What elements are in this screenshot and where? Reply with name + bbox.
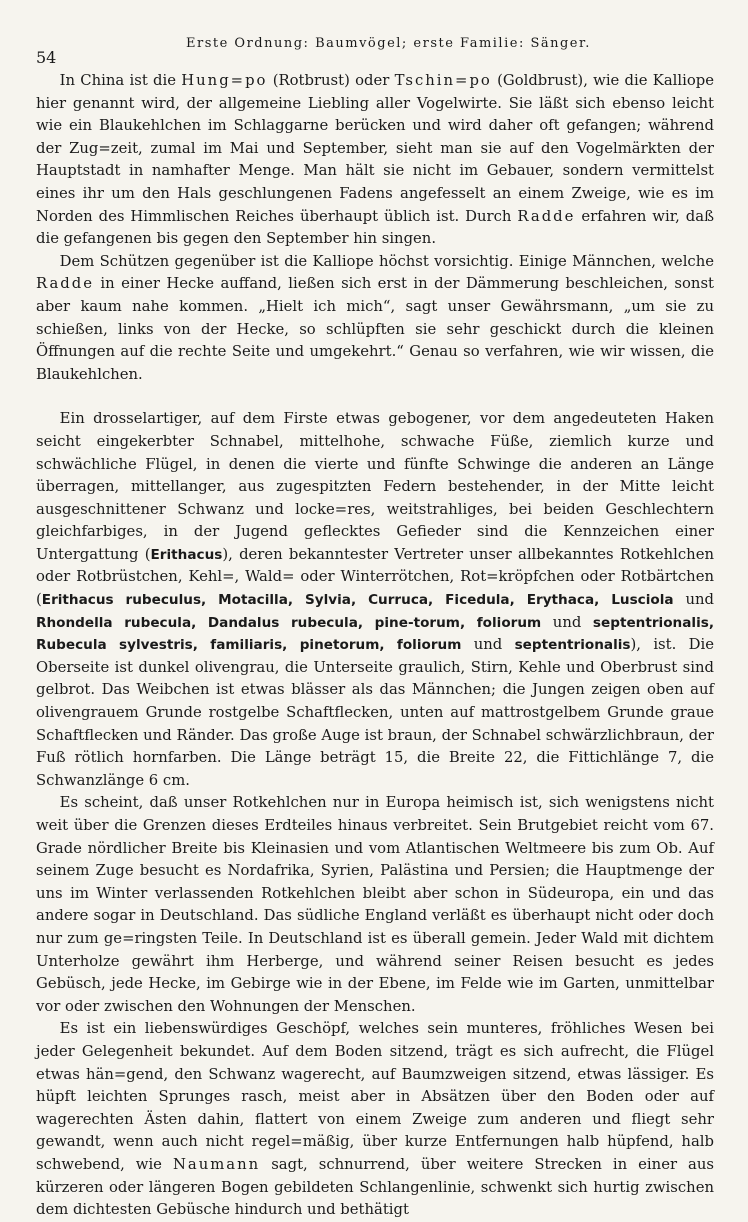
page-number: 54 <box>36 48 57 67</box>
text-run: Es scheint, daß unser Rotkehlchen nur in Europa heimisch ist, sich wenigstens nicht weit über die Grenzen dieses Erdteiles hinaus verbreitet. Sein Brutgebiet reicht vom 67. Grade nördlicher Breite bis Kleinasien und vom Atlantischen Weltmeere bis zum Ob. Auf seinem Zuge besucht es Nordafrika, Syrien, Palästina und Persien; die Hauptmenge der uns im Winter verlassenden Rotkehlchen bleibt aber schon in Südeuropa, ein und das andere sogar in Deutschland. Das südliche England verläßt es überhaupt nicht oder doch nur zum ge=ringsten Teile. In Deutschland ist es überall gemein. Jeder Wald mit dichtem Unterholze gewährt ihm Herberge, und während seiner Reisen besucht es jedes Gebüsch, jede Hecke, im Gebirge wie in der Ebene, im Felde wie im Garten, unmittelbar vor oder zwischen den Wohnungen der Menschen. <box>36 794 714 1015</box>
text-run: Ein drosselartiger, auf dem Firste etwas gebogener, vor dem angedeuteten Haken seicht eingekerbter Schnabel, mittelhohe, schwache Füße, ziemlich kurze und schwächliche Flügel, in denen die vierte und fünfte Schwinge die anderen an Länge überragen, mittellanger, aus zugespitzten Federn bestehender, in der Mitte leicht ausgeschnittener Schwanz und locke=res, weitstrahliges, bei beiden Geschlechtern gleichfarbiges, in der Jugend geflecktes Gefieder sind die Kennzeichen einer Untergattung ( <box>36 410 714 563</box>
latin-name: septentrionalis, Rubecula sylvestris, familiaris, pinetorum, foliorum <box>36 614 714 654</box>
paragraph-erithacus <box>36 408 714 792</box>
text-run: und <box>673 591 714 609</box>
author-name: Radde <box>517 207 576 225</box>
text-run: erfahren wir, daß die gefangenen bis gegen den September hin singen. <box>36 207 714 248</box>
paragraph-hunter <box>36 251 714 387</box>
text-run: ), ist. Die Oberseite ist dunkel olivengrau, die Unterseite graulich, Stirn, Kehle und Oberbrust sind gelbrot. Das Weibchen ist etwas blässer als das Männchen; die Jungen zeigen oben auf olivengrauem Grunde rostgelbe Schaftflecken, unten auf mattrostgelbem Grunde graue Schaftflecken und Ränder. Das große Auge ist braun, der Schnabel schwärzlichbraun, der Fuß rötlich hornfarben. Die Länge beträgt 15, die Breite 22, die Fittichlänge 7, die Schwanzlänge 6 cm. <box>36 636 714 789</box>
text-run: (Goldbrust), wie die Kalliope hier genannt wird, der allgemeine Liebling aller Vogelwirte. Sie läßt sich ebenso leicht wie ein Blaukehlchen im Schlaggarne berücken und wird daher oft gefangen; während der Zug=zeit, zumal im Mai und September, sieht man sie auf den Vogelmärkten der Hauptstadt in namhafter Menge. Man hält sie nicht im Gebauer, sondern vermittelst eines ihr um den Hals geschlungenen Fadens angefesselt an einem Zweige, wie es im Norden des Himmlischen Reiches überhaupt üblich ist. Durch <box>36 72 714 225</box>
text-run: in einer Hecke auffand, ließen sich erst in der Dämmerung beschleichen, sonst aber kaum nahe kommen. „Hielt ich mich“, sagt unser Gewährsmann, „um sie zu schießen, links von der Hecke, so schlüpften sie sehr geschickt durch die kleinen Öffnungen auf die rechte Seite und umgekehrt.“ Genau so verfahren, wie wir wissen, die Blaukehlchen. <box>36 275 714 383</box>
page-header <box>36 30 714 70</box>
chinese-name: Hung=po <box>181 72 268 89</box>
body-text <box>36 70 714 1222</box>
text-run: Es ist ein liebenswürdiges Geschöpf, welches sein munteres, fröhliches Wesen bei jeder Gelegenheit bekundet. Auf dem Boden sitzend, trägt es sich aufrecht, die Flügel etwas hän=gend, den Schwanz wagerecht, auf Baumzweigen sitzend, etwas lässiger. Es hüpft leichten Sprunges rasch, meist aber in Absätzen über den Boden oder auf wagerechten Ästen dahin, flattert von einem Zweige zum anderen und fliegt sehr gewandt, wenn auch nicht regel=mäßig, über kurze Entfernungen halb hüpfend, halb schwebend, wie <box>36 1020 714 1173</box>
latin-name: Erithacus rubeculus, Motacilla, Sylvia, Curruca, Ficedula, Erythaca, Lusciola <box>41 592 674 609</box>
text-run: und <box>541 613 593 631</box>
chinese-name: Tschin=po <box>394 72 492 89</box>
paragraph-distribution <box>36 792 714 1018</box>
author-name: Radde <box>36 275 95 293</box>
author-name: Naumann <box>172 1155 261 1173</box>
paragraph-behaviour <box>36 1018 714 1221</box>
text-run: sagt, schnurrend, über weitere Strecken in einer aus kürzeren oder längeren Bogen gebildeten Schlangenlinie, schwenkt sich hurtig zwischen dem dichtesten Gebüsche hindurch und bethätigt <box>36 1155 714 1219</box>
paragraph-china <box>36 70 714 251</box>
text-run: In China ist die <box>59 72 182 89</box>
text-run: (Rotbrust) oder <box>267 72 395 89</box>
text-run: ), deren bekanntester Vertreter unser allbekanntes Rotkehlchen oder Rotbrüstchen, Kehl=, Wald= oder Winterrötchen, Rot=kröpfchen oder Rotbärtchen ( <box>36 545 714 609</box>
latin-name: septentrionalis <box>514 637 631 654</box>
latin-name: Rhondella rubecula, Dandalus rubecula, pine-torum, foliorum <box>36 614 542 631</box>
text-run: Dem Schützen gegenüber ist die Kalliope höchst vorsichtig. Einige Männchen, welche <box>59 252 714 270</box>
text-run: und <box>461 636 515 654</box>
running-head: Erste Ordnung: Baumvögel; erste Familie: Sänger. <box>186 36 591 51</box>
latin-name: Erithacus <box>150 546 223 563</box>
